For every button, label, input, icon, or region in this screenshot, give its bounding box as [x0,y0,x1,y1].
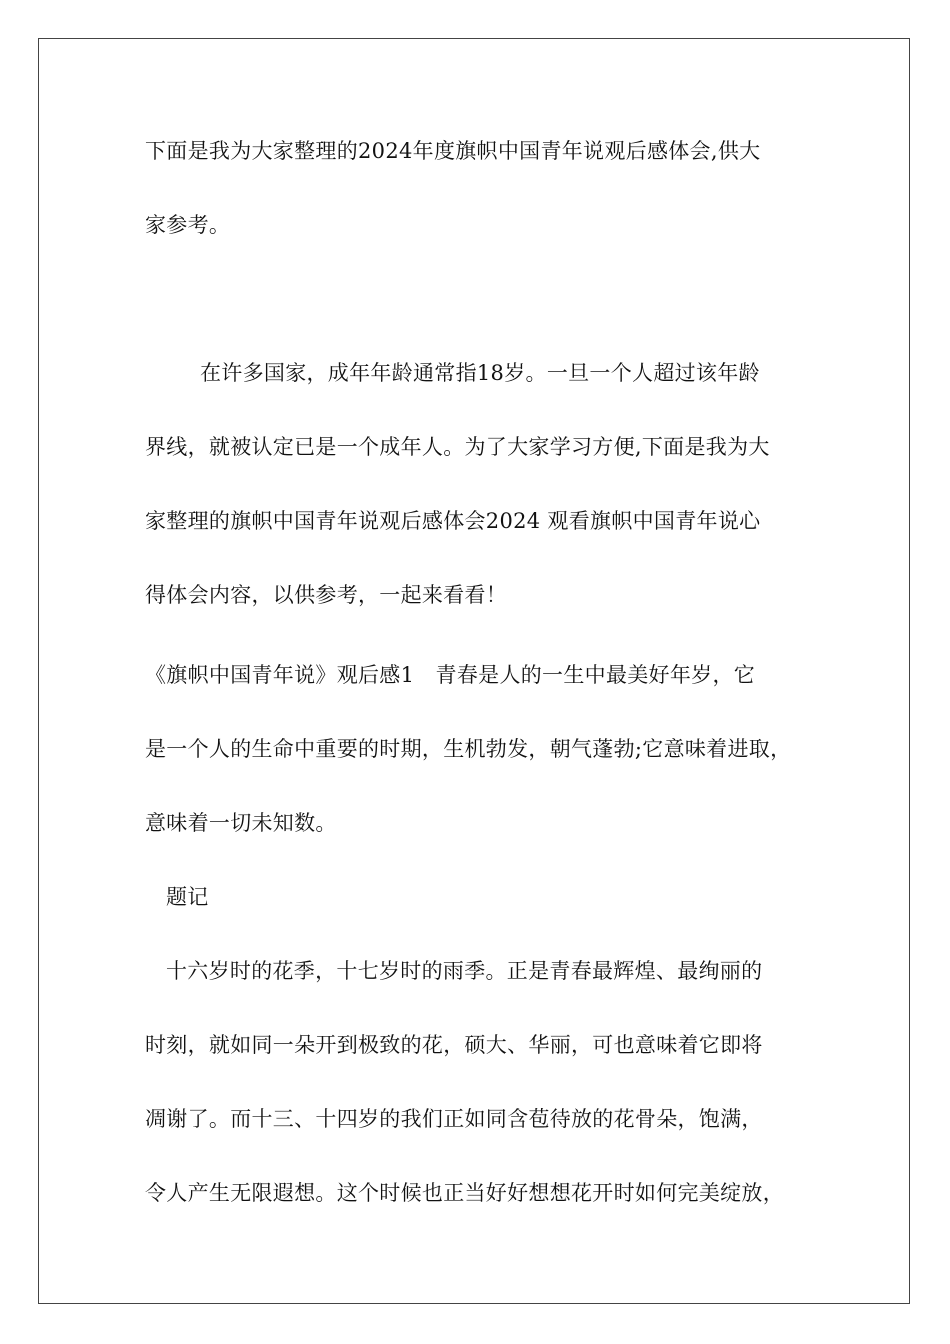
text-line: 下面是我为大家整理的2024年度旗帜中国青年说观后感体会,供大 [145,139,761,163]
text-line: 时刻，就如同一朵开到极致的花，硕大、华丽，可也意味着它即将 [145,1033,763,1057]
text-line: 凋谢了。而十三、十四岁的我们正如同含苞待放的花骨朵，饱满， [145,1107,763,1131]
section-heading: 题记 [166,885,209,909]
text-line: 得体会内容，以供参考，一起来看看！ [145,583,508,607]
text-line: 在许多国家，成年年龄通常指18岁。一旦一个人超过该年龄 [200,361,760,385]
text-line: 是一个人的生命中重要的时期，生机勃发，朝气蓬勃;它意味着进取， [145,737,792,761]
text-line: 意味着一切未知数。 [145,811,337,835]
text-line: 界线，就被认定已是一个成年人。为了大家学习方便,下面是我为大 [145,435,770,459]
text-line: 家整理的旗帜中国青年说观后感体会2024 观看旗帜中国青年说心 [145,509,761,533]
text-line: 令人产生无限遐想。这个时候也正当好好想想花开时如何完美绽放， [145,1181,784,1205]
text-line: 家参考。 [145,213,231,237]
text-line: 《旗帜中国青年说》观后感1 青春是人的一生中最美好年岁，它 [145,663,756,687]
text-line: 十六岁时的花季，十七岁时的雨季。正是青春最辉煌、最绚丽的 [166,959,763,983]
